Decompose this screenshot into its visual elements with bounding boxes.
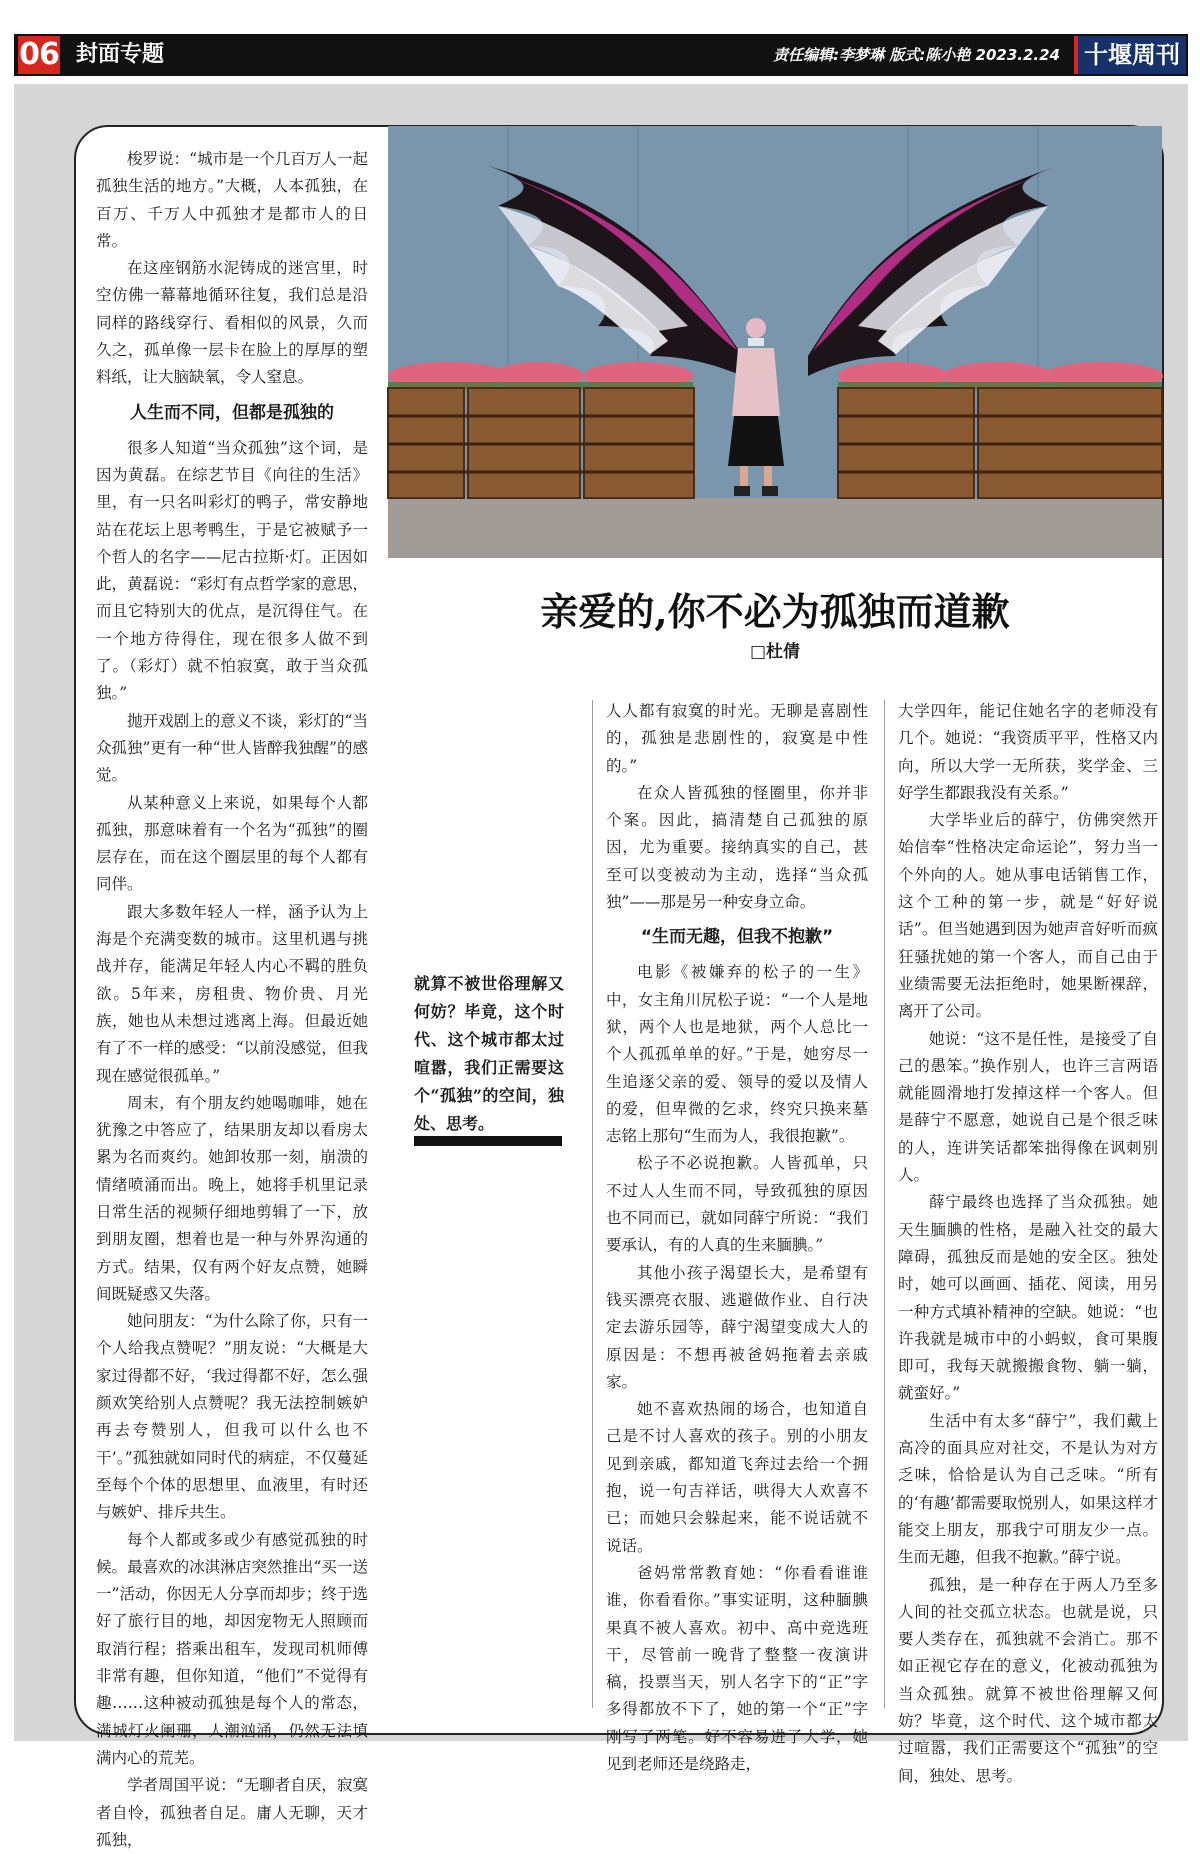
paragraph: 其他小孩子渴望长大，是希望有钱买漂亮衣服、逃避做作业、自行决定去游乐园等，薛宁渴望变成大人的原因是：不想再被爸妈拖着去亲戚家。 [606, 1263, 868, 1391]
article-byline: □杜倩 [749, 642, 801, 662]
column-divider [592, 700, 593, 1708]
paragraph: 很多人知道“当众孤独”这个词，是因为黄磊。在综艺节目《向往的生活》里，有一只名叫彩灯的鸭子，常安静地站在花坛上思考鸭生，于是它被赋予一个哲人的名字——尼古拉斯·灯。正因如此，黄磊说：“彩灯有点哲学家的意思，而且它特别大的优点，是沉得住气。在一个地方待得住，现在很多人做不到了。（彩灯）就不怕寂寞，敢于当众孤独。” [96, 438, 368, 703]
text-column-3 [898, 698, 1158, 1785]
paragraph: 她说：“这不是任性，是接受了自己的愚笨。”换作别人，也许三言两语就能圆滑地打发掉这样一个客人。但是薛宁不愿意，她说自己是个很乏味的人，连讲笑话都笨拙得像在讽刺别人。 [898, 1029, 1158, 1185]
paragraph: 从某种意义上来说，如果每个人都孤独，那意味着有一个名为“孤独”的圈层存在，而在这个圈层里的每个人都有同伴。 [96, 793, 368, 894]
paragraph: 周末，有个朋友约她喝咖啡，她在犹豫之中答应了，结果朋友却以看房太累为名而爽约。她卸妆那一刻，崩溃的情绪喷涌而出。晚上，她将手机里记录日常生活的视频仔细地剪辑了一下，放到朋友圈，想着也是一种与外界沟通的方式。结果，仅有两个好友点赞，她瞬间既疑惑又失落。 [96, 1093, 368, 1303]
text-column-1 [96, 146, 368, 1849]
section-title: 封面专题 [76, 42, 165, 67]
paragraph: 松子不必说抱歉。人皆孤单，只不过人人生而不同，导致孤独的原因也不同而已，就如同薛宁所说：“我们要承认，有的人真的生来腼腆。” [606, 1154, 868, 1255]
paragraph: 人人都有寂寞的时光。无聊是喜剧性的，孤独是悲剧性的，寂寞是中性的。” [606, 702, 868, 775]
paragraph: 爸妈常常教育她：“你看看谁谁谁，你看看你。”事实证明，这种腼腆果真不被人喜欢。初中、高中竞选班干，尽管前一晚背了整整一夜演讲稿，投票当天，别人名字下的“正”字多得都放不下了，她的第一个“正”字刚写了两笔。好不容易进了大学，她见到老师还是绕路走， [606, 1563, 868, 1773]
masthead-logo: 十堰周刊 [1074, 36, 1186, 74]
paragraph: 她问朋友：“为什么除了你，只有一个人给我点赞呢？”朋友说：“大概是大家过得都不好，‘我过得都不好，怎么强颜欢笑给别人点赞呢？我无法控制嫉妒再去夸赞别人，但我可以什么也不干’。”孤独就如同时代的病症，不仅蔓延至每个个体的思想里、血液里，有时还与嫉妒、排斥共生。 [96, 1312, 368, 1522]
pull-quote-rule [414, 1136, 562, 1146]
paragraph: 孤独，是一种存在于两人乃至多人间的社交孤立状态。也就是说，只要人类存在，孤独就不会消亡。那不如正视它存在的意义，化被动孤独为当众孤独。就算不被世俗理解又何妨？毕竟，这个时代、这个城市都太过喧嚣，我们正需要这个“孤独”的空间，独处、思考。 [898, 1575, 1158, 1785]
paragraph: 大学四年，能记住她名字的老师没有几个。她说：“我资质平平，性格又内向，所以大学一无所获，奖学金、三好学生都跟我没有关系。” [898, 702, 1158, 802]
paragraph: 电影《被嫌弃的松子的一生》中，女主角川尻松子说：“一个人是地狱，两个人也是地狱，两个人总比一个人孤孤单单的好。”于是，她穷尽一生追逐父亲的爱、领导的爱以及情人的爱，但卑微的乞求，终究只换来墓志铭上那句“生而为人，我很抱歉”。 [606, 963, 868, 1146]
column-divider [884, 700, 885, 1708]
editor-credits: 责任编辑:李梦琳 版式:陈小艳 2023.2.24 [773, 46, 1060, 64]
paragraph: 抛开戏剧上的意义不谈，彩灯的“当众孤独”更有一种“世人皆醉我独醒”的感觉。 [96, 711, 368, 785]
paragraph: 薛宁最终也选择了当众孤独。她天生腼腆的性格，是融入社交的最大障碍，孤独反而是她的安全区。独处时，她可以画画、插花、阅读，用另一种方式填补精神的空缺。她说：“也许我就是城市中的小蚂蚁，食可果腹即可，我每天就搬搬食物、躺一躺，就蛮好。” [898, 1193, 1158, 1403]
subheading: 人生而不同，但都是孤独的 [130, 402, 334, 423]
paragraph: 生活中有太多“薛宁”，我们戴上高冷的面具应对社交，不是认为对方乏味，恰恰是认为自己乏味。“所有的‘有趣’都需要取悦别人，如果这样才能交上朋友，那我宁可朋友少一点。生而无趣，但我不抱歉。”薛宁说。 [898, 1411, 1158, 1567]
paragraph: 跟大多数年轻人一样，涵予认为上海是个充满变数的城市。这里机遇与挑战并存，能满足年轻人内心不羁的胜负欲。5年来，房租贵、物价贵、月光族，她也从未想过逃离上海。但最近她有了不一样的感受：“以前没感觉，但我现在感觉很孤单。” [96, 902, 368, 1085]
page-number: 06 [19, 37, 59, 72]
paragraph: 在这座钢筋水泥铸成的迷宫里，时空仿佛一幕幕地循环往复，我们总是沿同样的路线穿行、看相似的风景，久而久之，孤单像一层卡在脸上的厚厚的塑料纸，让大脑缺氧，令人窒息。 [96, 259, 368, 387]
paragraph: 她不喜欢热闹的场合，也知道自己是不讨人喜欢的孩子。别的小朋友见到亲戚，都知道飞奔过去给一个拥抱，说一句吉祥话，哄得大人欢喜不已；而她只会躲起来，能不说话就不说话。 [606, 1400, 868, 1555]
cover-photo [388, 126, 1162, 558]
paragraph: 在众人皆孤独的怪圈里，你并非个案。因此，搞清楚自己孤独的原因，尤为重要。接纳真实的自己，甚至可以变被动为主动，选择“当众孤独”——那是另一种安身立命。 [606, 783, 868, 912]
text-column-2 [606, 698, 868, 1773]
paragraph: 每个人都或多或少有感觉孤独的时候。最喜欢的冰淇淋店突然推出“买一送一”活动，你因无人分享而却步；终于选好了旅行目的地，却因宠物无人照顾而取消行程；搭乘出租车，发现司机师傅非常有趣，但你知道，“他们”不觉得有趣……这种被动孤独是每个人的常态，满城灯火阑珊，人潮汹涌，仍然无法填满内心的荒芜。 [96, 1530, 368, 1767]
paragraph: 大学毕业后的薛宁，仿佛突然开始信奉“性格决定命运论”，努力当一个外向的人。她从事电话销售工作，这个工种的第一步，就是“好好说话”。但当她遇到因为她声音好听而疯狂骚扰她的第一个客人，而自己由于业绩需要无法拒绝时，她果断裸辞，离开了公司。 [898, 811, 1158, 1021]
pull-quote: 就算不被世俗理解又何妨？毕竟，这个时代、这个城市都太过喧嚣，我们正需要这个“孤独”的空间，独处、思考。 [414, 974, 564, 1133]
angel-wings-mural-photo [388, 126, 1162, 558]
article-title: 亲爱的,你不必为孤独而道歉 [540, 589, 1010, 634]
subheading: “生而无趣，但我不抱歉” [640, 927, 834, 948]
paragraph: 梭罗说：“城市是一个几百万人一起孤独生活的地方。”大概，人本孤独，在百万、千万人中孤独才是都市人的日常。 [96, 150, 368, 250]
paragraph: 学者周国平说：“无聊者自厌，寂寞者自怜，孤独者自足。庸人无聊，天才孤独， [96, 1776, 368, 1849]
